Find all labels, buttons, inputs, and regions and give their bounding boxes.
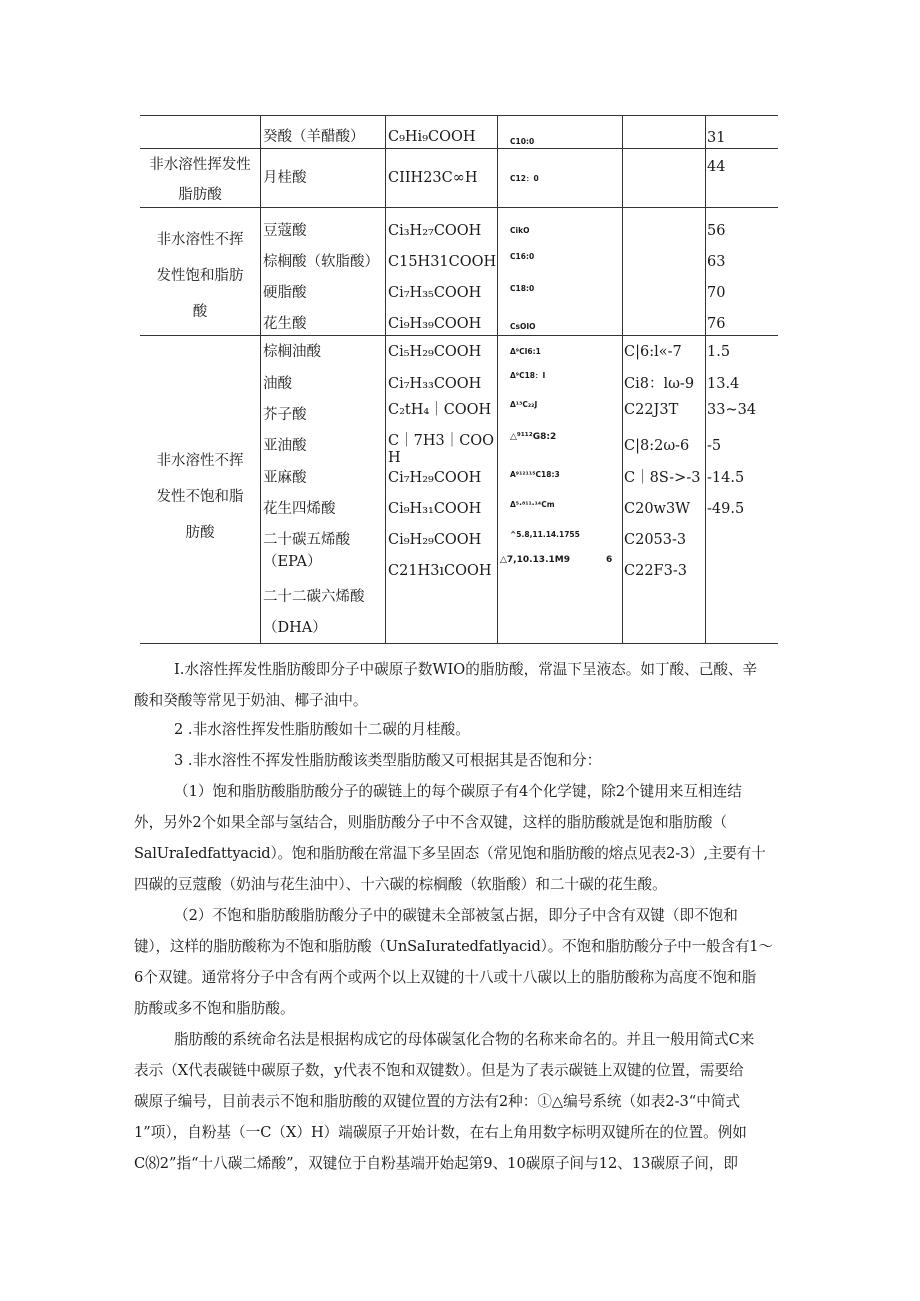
cell-mp: 1.5 (707, 344, 731, 360)
category-line: 非水溶性不挥 (156, 232, 244, 248)
cell-delta: △⁹¹¹²G8:2 (510, 432, 557, 442)
table-col-line-5 (705, 115, 706, 643)
text-line: 2 .非水溶性挥发性脂肪酸如十二碳的月桂酸。 (174, 721, 470, 738)
cell-formula: Ci₉H₃₉COOH (388, 316, 482, 332)
cell-delta: A⁹¹²¹¹⁵C18:3 (510, 470, 560, 479)
cell-delta: C16:0 (510, 252, 535, 261)
category-saturated (140, 222, 260, 330)
cell-formula-wrap: H (388, 450, 401, 466)
cell-mp: -5 (707, 438, 722, 454)
cell-mp: 56 (707, 223, 726, 239)
cell-formula: C₉Hi₉COOH (388, 129, 476, 145)
cell-name: 豆蔻酸 (263, 223, 307, 239)
cell-name: 花生酸 (263, 316, 307, 332)
cell-name: 二十二碳六烯酸 (263, 589, 365, 605)
text-line: （1）饱和脂肪酸脂肪酸分子的碳链上的每个碳原子有4个化学键，除2个键用来互相连结 (174, 783, 742, 800)
category-line: 肪酸 (185, 525, 215, 541)
cell-formula: Ci₇H₂₉COOH (388, 470, 482, 486)
cell-delta: C10:0 (510, 137, 535, 146)
paragraph-4 (134, 776, 786, 900)
cell-name: 二十碳五烯酸 (263, 532, 350, 548)
text-line: （2）不饱和脂肪酸脂肪酸分子中的碳键未全部被氢占据，即分子中含有双键（即不饱和 (174, 907, 738, 924)
paragraph-1 (134, 654, 786, 716)
category-line: 酸 (192, 304, 208, 320)
cell-omega: C20w3W (624, 501, 691, 517)
cell-delta: C12：0 (510, 174, 539, 183)
text-line: 键），这样的脂肪酸称为不饱和脂肪酸（UnSaIuratedfatlyacid）。不饱和脂肪酸分子中一般含有1～ (134, 938, 773, 955)
paragraph-6 (134, 1024, 786, 1179)
category-line: 发性不饱和脂 (156, 489, 244, 505)
cell-omega: C22J3T (624, 402, 679, 418)
cell-formula: CIIH23C∞H (388, 170, 478, 186)
cell-formula: Ci₇H₃₃COOH (388, 376, 482, 392)
cell-delta: CikO (510, 226, 530, 235)
table-col-line-2 (385, 115, 386, 643)
cell-delta-sup: 6 (606, 555, 613, 565)
paragraph-3 (134, 745, 786, 776)
cell-name: 芥子酸 (263, 407, 307, 423)
text-line: 1”项），自粉基（一C（X）H）端碳原子开始计数，在右上角用数字标明双键所在的位置。例如 (134, 1124, 747, 1141)
cell-omega: Ci8：lω-9 (624, 376, 695, 392)
cell-name: 亚麻酸 (263, 470, 307, 486)
cell-mp: 31 (707, 130, 726, 146)
text-line: 脂肪酸的系统命名法是根据构成它的母体碳氢化合物的名称来命名的。并且一般用简式C来 (174, 1031, 755, 1048)
cell-name: 油酸 (263, 376, 292, 392)
text-line: 3 .非水溶性不挥发性脂肪酸该类型脂肪酸又可根据其是否饱和分： (174, 752, 602, 769)
category-unsaturated (140, 443, 260, 551)
cell-formula: C₂tH₄｜COOH (388, 402, 492, 418)
cell-delta: Δ⁹CI6:1 (510, 347, 541, 356)
text-line: 6个双键。通常将分子中含有两个或两个以上双键的十八或十八碳以上的脂肪酸称为高度不饱和脂 (134, 969, 757, 986)
cell-delta: Δ¹³C₂₂J (510, 400, 538, 409)
cell-delta: Δ⁵·⁸¹¹·¹⁴Cm (510, 500, 555, 509)
table-rule-top (140, 115, 778, 116)
paragraph-2 (134, 714, 786, 745)
text-line: SalUraIedfattyacid）。饱和脂肪酸在常温下多呈固态（常见饱和脂肪酸的熔点见表2-3）,主要有十 (134, 845, 766, 862)
text-line: 酸和癸酸等常见于奶油、椰子油中。 (134, 692, 368, 709)
cell-formula: Ci₇H₃₅COOH (388, 285, 482, 301)
text-line: 肪酸或多不饱和脂肪酸。 (134, 1000, 295, 1017)
cell-name-wrap: （DHA） (263, 620, 327, 636)
table-col-line-1 (260, 115, 261, 643)
text-line: 外，另外2个如果全部与氢结合，则脂肪酸分子中不含双键，这样的脂肪酸就是饱和脂肪酸（ (134, 814, 728, 831)
cell-name: 硬脂酸 (263, 285, 307, 301)
cell-name: 棕榈油酸 (263, 344, 321, 360)
table-rule-bottom (140, 643, 778, 644)
cell-name: 月桂酸 (263, 170, 307, 186)
cell-mp: 63 (707, 254, 726, 270)
text-line: I.水溶性挥发性脂肪酸即分子中碳原子数WIO的脂肪酸，常温下呈液态。如丁酸、己酸、辛 (174, 661, 758, 678)
cell-formula: Ci₅H₂₉COOH (388, 344, 482, 360)
cell-delta: △7,10.13.1M9 (500, 555, 570, 565)
category-volatile (140, 148, 260, 210)
cell-formula: C15H31COOH (388, 254, 497, 270)
cell-omega: C2053-3 (624, 532, 687, 548)
cell-mp: 13.4 (707, 376, 740, 392)
cell-omega: C22F3-3 (624, 563, 687, 579)
cell-name: 亚油酸 (263, 438, 307, 454)
cell-formula: C21H3ıCOOH (388, 563, 492, 579)
category-line: 发性饱和脂肪 (156, 268, 244, 284)
text-line: C⑻2”指“十八碳二烯酸”，双键位于自粉基端开始起第9、10碳原子间与12、13碳原子间，即 (134, 1155, 739, 1172)
cell-mp: 44 (707, 159, 726, 175)
cell-name: 棕榈酸（软脂酸） (263, 254, 379, 270)
cell-formula: Ci₉H₃₁COOH (388, 501, 482, 517)
cell-formula: Ci₉H₂₉COOH (388, 532, 482, 548)
cell-name-wrap: （EPA） (263, 554, 322, 570)
category-line: 非水溶性挥发性 (149, 157, 251, 173)
cell-delta: CsOIO (510, 322, 536, 331)
text-line: 碳原子编号，目前表示不饱和脂肪酸的双键位置的方法有2种：①△编号系统（如表2-3“中简式 (134, 1093, 741, 1110)
text-line: 四碳的豆蔻酸（奶油与花生油中）、十六碳的棕榈酸（软脂酸）和二十碳的花生酸。 (134, 876, 667, 893)
text-line: 表示（X代表碳链中碳原子数，y代表不饱和双键数）。但是为了表示碳链上双键的位置，需要给 (134, 1062, 744, 1079)
cell-omega: C|6:l«-7 (624, 344, 682, 360)
cell-delta: Δ⁹C18：I (510, 371, 546, 380)
category-line: 脂肪酸 (178, 187, 222, 203)
cell-mp: 33~34 (707, 402, 757, 418)
table-col-line-4 (622, 115, 623, 643)
paragraph-5 (134, 900, 786, 1024)
cell-omega: C｜8S->-3 (624, 470, 701, 486)
cell-delta: C18:0 (510, 284, 535, 293)
category-line: 非水溶性不挥 (156, 453, 244, 469)
cell-mp: -14.5 (707, 470, 745, 486)
cell-delta: ^5.8,11.14.1755 (510, 530, 580, 539)
cell-mp: 70 (707, 285, 726, 301)
cell-formula: Ci₃H₂₇COOH (388, 223, 482, 239)
cell-mp: 76 (707, 316, 726, 332)
table-rule-3 (140, 335, 778, 336)
cell-formula: C｜7H3｜COO (388, 433, 495, 449)
cell-omega: C|8:2ω-6 (624, 438, 690, 454)
table-col-line-3 (497, 115, 498, 643)
cell-name: 花生四烯酸 (263, 501, 336, 517)
cell-mp: -49.5 (707, 501, 745, 517)
cell-name: 癸酸（羊醋酸） (263, 129, 365, 145)
